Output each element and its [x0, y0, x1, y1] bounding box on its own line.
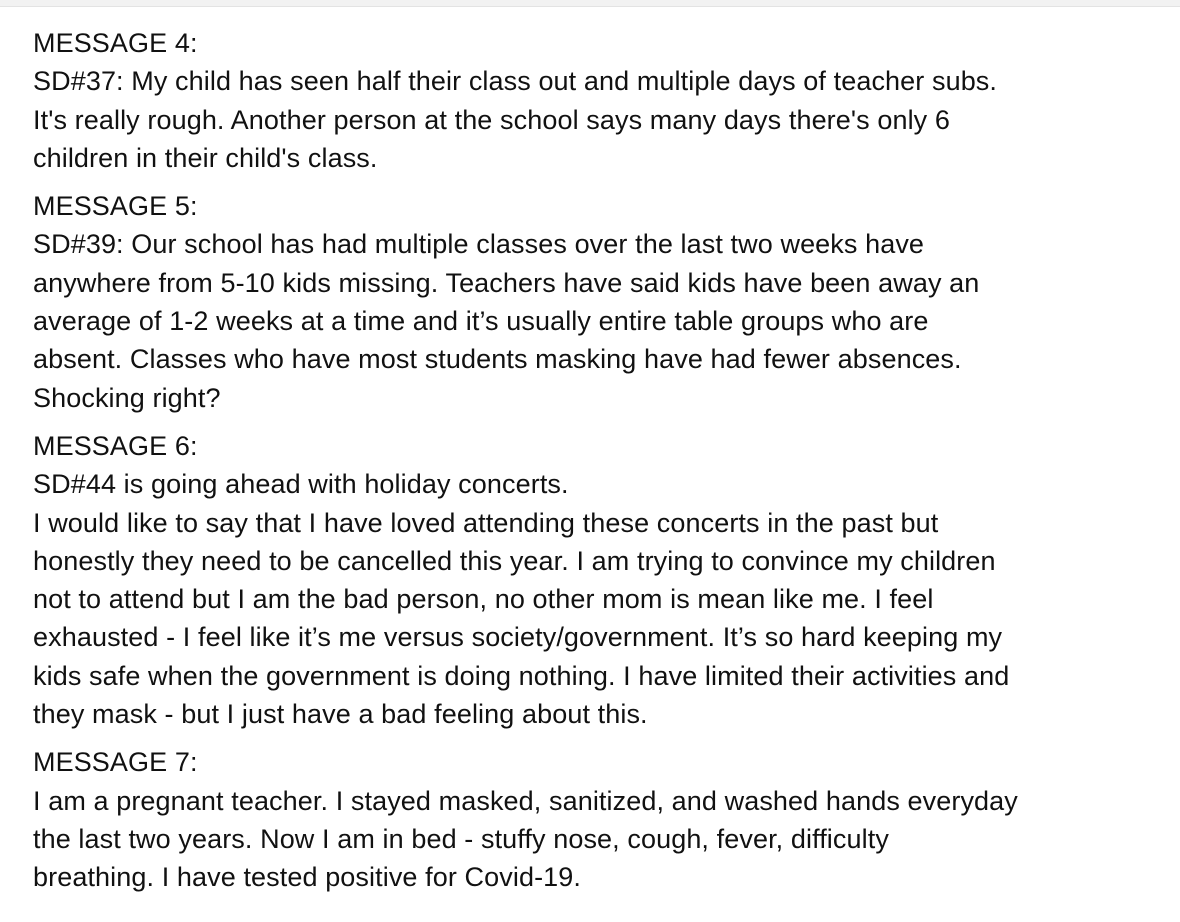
- message-line: It's really rough. Another person at the school says many days there's only 6: [33, 104, 950, 135]
- message-line: not to attend but I am the bad person, no other mom is mean like me. I feel: [33, 584, 934, 615]
- message-line: SD#44 is going ahead with holiday concerts.: [33, 469, 569, 500]
- message-6: [33, 427, 1163, 733]
- message-line: breathing. I have tested positive for Covid-19.: [33, 862, 582, 893]
- message-heading: MESSAGE 5:: [33, 191, 198, 222]
- message-line: SD#37: My child has seen half their class out and multiple days of teacher subs.: [33, 66, 998, 97]
- message-line: I am a pregnant teacher. I stayed masked, sanitized, and washed hands everyday: [33, 785, 1018, 816]
- top-edge-strip: [0, 0, 1180, 7]
- message-line: the last two years. Now I am in bed - stuffy nose, cough, fever, difficulty: [33, 823, 889, 854]
- message-heading: MESSAGE 6:: [33, 430, 198, 461]
- message-line: I would like to say that I have loved attending these concerts in the past but: [33, 507, 939, 538]
- message-line: anywhere from 5-10 kids missing. Teachers have said kids have been away an: [33, 267, 980, 298]
- message-line: average of 1-2 weeks at a time and it’s usually entire table groups who are: [33, 306, 929, 337]
- message-5: [33, 187, 1163, 417]
- message-line: honestly they need to be cancelled this year. I am trying to convince my children: [33, 545, 996, 576]
- message-line: kids safe when the government is doing nothing. I have limited their activities and: [33, 660, 1010, 691]
- message-line: exhausted - I feel like it’s me versus society/government. It’s so hard keeping my: [33, 622, 1003, 653]
- message-line: they mask - but I just have a bad feeling about this.: [33, 699, 648, 730]
- message-heading: MESSAGE 4:: [33, 28, 198, 58]
- message-4: [33, 24, 1163, 177]
- message-line: Shocking right?: [33, 382, 221, 413]
- message-list: [33, 24, 1163, 907]
- message-heading: MESSAGE 7:: [33, 747, 198, 778]
- message-7: [33, 743, 1163, 896]
- message-line: absent. Classes who have most students masking have had fewer absences.: [33, 344, 962, 375]
- message-line: SD#39: Our school has had multiple classes over the last two weeks have: [33, 229, 925, 260]
- message-line: children in their child's class.: [33, 142, 378, 173]
